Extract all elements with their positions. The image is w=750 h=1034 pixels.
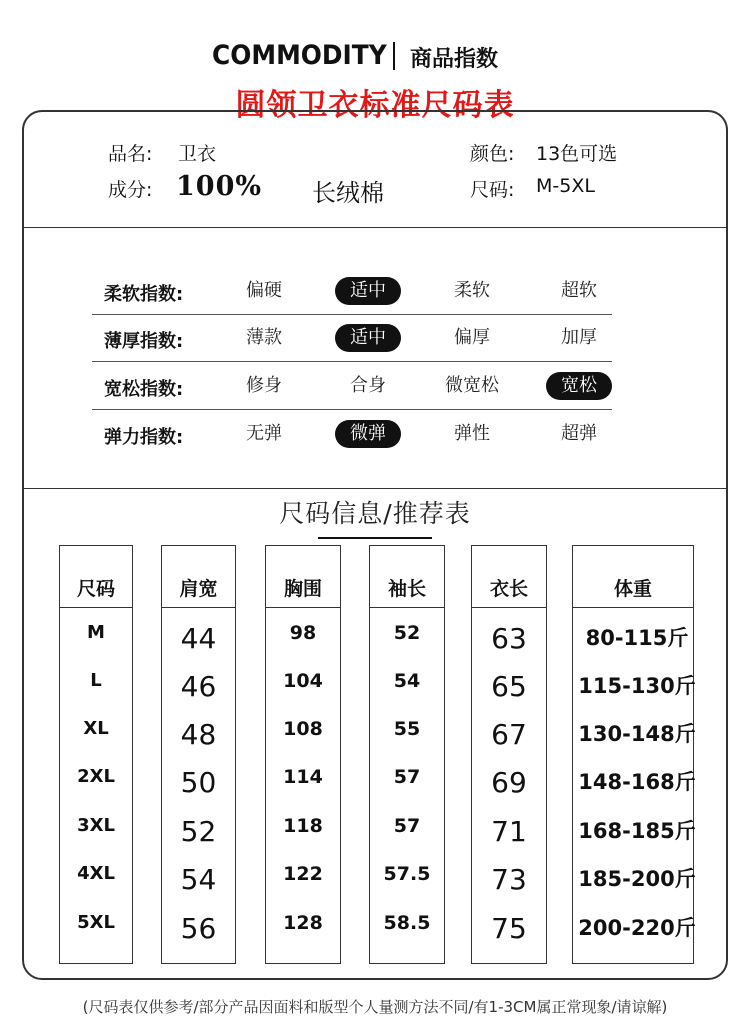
- size-table-title: 尺码信息/推荐表: [279, 499, 471, 528]
- table-cell: 168-185斤: [578, 819, 696, 843]
- index-option-selected: 宽松: [546, 372, 612, 400]
- size-column: [59, 545, 133, 964]
- table-cell: 115-130斤: [578, 674, 696, 698]
- size-column: [471, 545, 547, 964]
- table-cell: 50: [180, 766, 217, 799]
- table-cell: 67: [491, 718, 527, 751]
- index-label: 弹力指数:: [104, 427, 184, 448]
- index-row-divider: [92, 409, 612, 410]
- column-header: 袖长: [370, 546, 444, 608]
- index-option: 微宽松: [445, 375, 499, 396]
- table-cell: 56: [180, 912, 217, 945]
- table-cell: 63: [491, 622, 527, 655]
- index-option: 超弹: [561, 423, 597, 444]
- table-cell: 3XL: [77, 815, 115, 836]
- index-row-divider: [92, 361, 612, 362]
- size-column: [369, 545, 445, 964]
- table-cell: 5XL: [77, 912, 115, 933]
- table-cell: 104: [283, 670, 323, 692]
- table-cell: 4XL: [77, 863, 115, 884]
- header-divider: [393, 42, 395, 70]
- index-option: 偏厚: [454, 327, 490, 348]
- table-cell: L: [90, 670, 102, 691]
- table-cell: 57: [393, 766, 421, 788]
- table-cell: 46: [180, 670, 217, 703]
- table-cell: M: [87, 622, 105, 643]
- table-cell: 200-220斤: [578, 916, 696, 940]
- brand-commodity-en: COMMODITY: [212, 40, 387, 71]
- section-divider-2: [22, 488, 728, 489]
- table-cell: 2XL: [77, 766, 115, 787]
- table-cell: 122: [283, 863, 323, 885]
- footnote: (尺码表仅供参考/部分产品因面料和版型个人量测方法不同/有1-3CM属正常现象/请谅解): [82, 998, 668, 1016]
- section-divider-1: [22, 227, 728, 228]
- size-table-title-underline: [318, 537, 432, 539]
- table-cell: 57: [393, 815, 421, 837]
- table-cell: 114: [283, 766, 323, 788]
- table-cell: 108: [283, 718, 323, 740]
- table-cell: 54: [180, 863, 217, 896]
- material-percent: 100%: [176, 171, 263, 202]
- table-cell: 73: [491, 863, 527, 896]
- index-option: 无弹: [246, 423, 282, 444]
- index-label: 柔软指数:: [104, 284, 184, 305]
- column-header: 肩宽: [162, 546, 235, 608]
- name-label: 品名:: [108, 143, 153, 165]
- index-option: 超软: [561, 280, 597, 301]
- index-option: 偏硬: [246, 280, 282, 301]
- table-cell: 57.5: [383, 863, 431, 885]
- table-cell: 44: [180, 622, 217, 655]
- table-cell: 98: [289, 622, 317, 644]
- table-cell: 148-168斤: [578, 770, 696, 794]
- size-column: [572, 545, 694, 964]
- color-value: 13色可选: [536, 143, 618, 165]
- name-value: 卫衣: [178, 143, 217, 165]
- table-cell: 185-200斤: [578, 867, 696, 891]
- table-cell: 118: [283, 815, 323, 837]
- table-cell: 52: [393, 622, 421, 644]
- table-cell: 58.5: [383, 912, 431, 934]
- page-title: 圆领卫衣标准尺码表: [235, 88, 515, 123]
- table-cell: 54: [393, 670, 421, 692]
- column-header: 胸围: [266, 546, 340, 608]
- table-cell: 65: [491, 670, 527, 703]
- index-option: 柔软: [454, 280, 490, 301]
- index-row-divider: [92, 314, 612, 315]
- index-option: 弹性: [454, 423, 490, 444]
- table-cell: 130-148斤: [578, 722, 696, 746]
- material-label: 成分:: [108, 179, 153, 201]
- table-cell: 71: [491, 815, 527, 848]
- table-cell: 128: [283, 912, 323, 934]
- table-cell: XL: [83, 718, 109, 739]
- table-cell: 52: [180, 815, 217, 848]
- table-cell: 80-115斤: [585, 626, 689, 650]
- size-column: [161, 545, 236, 964]
- index-option: 薄款: [246, 327, 282, 348]
- color-label: 颜色:: [470, 143, 515, 165]
- column-header: 尺码: [60, 546, 132, 608]
- index-option-selected: 适中: [335, 324, 401, 352]
- index-option: 加厚: [561, 327, 597, 348]
- column-header: 衣长: [472, 546, 546, 608]
- table-cell: 55: [393, 718, 421, 740]
- index-label: 薄厚指数:: [104, 331, 184, 352]
- table-cell: 69: [491, 766, 527, 799]
- index-option: 修身: [246, 375, 282, 396]
- index-option-selected: 适中: [335, 277, 401, 305]
- table-cell: 75: [491, 912, 527, 945]
- index-label: 宽松指数:: [104, 379, 184, 400]
- table-cell: 48: [180, 718, 217, 751]
- material-value: 长绒棉: [312, 179, 384, 207]
- size-value: M-5XL: [536, 175, 595, 197]
- column-header: 体重: [573, 546, 693, 608]
- index-option: 合身: [350, 375, 386, 396]
- size-label: 尺码:: [470, 179, 515, 201]
- brand-commodity-cn: 商品指数: [410, 47, 499, 72]
- index-option-selected: 微弹: [335, 420, 401, 448]
- size-column: [265, 545, 341, 964]
